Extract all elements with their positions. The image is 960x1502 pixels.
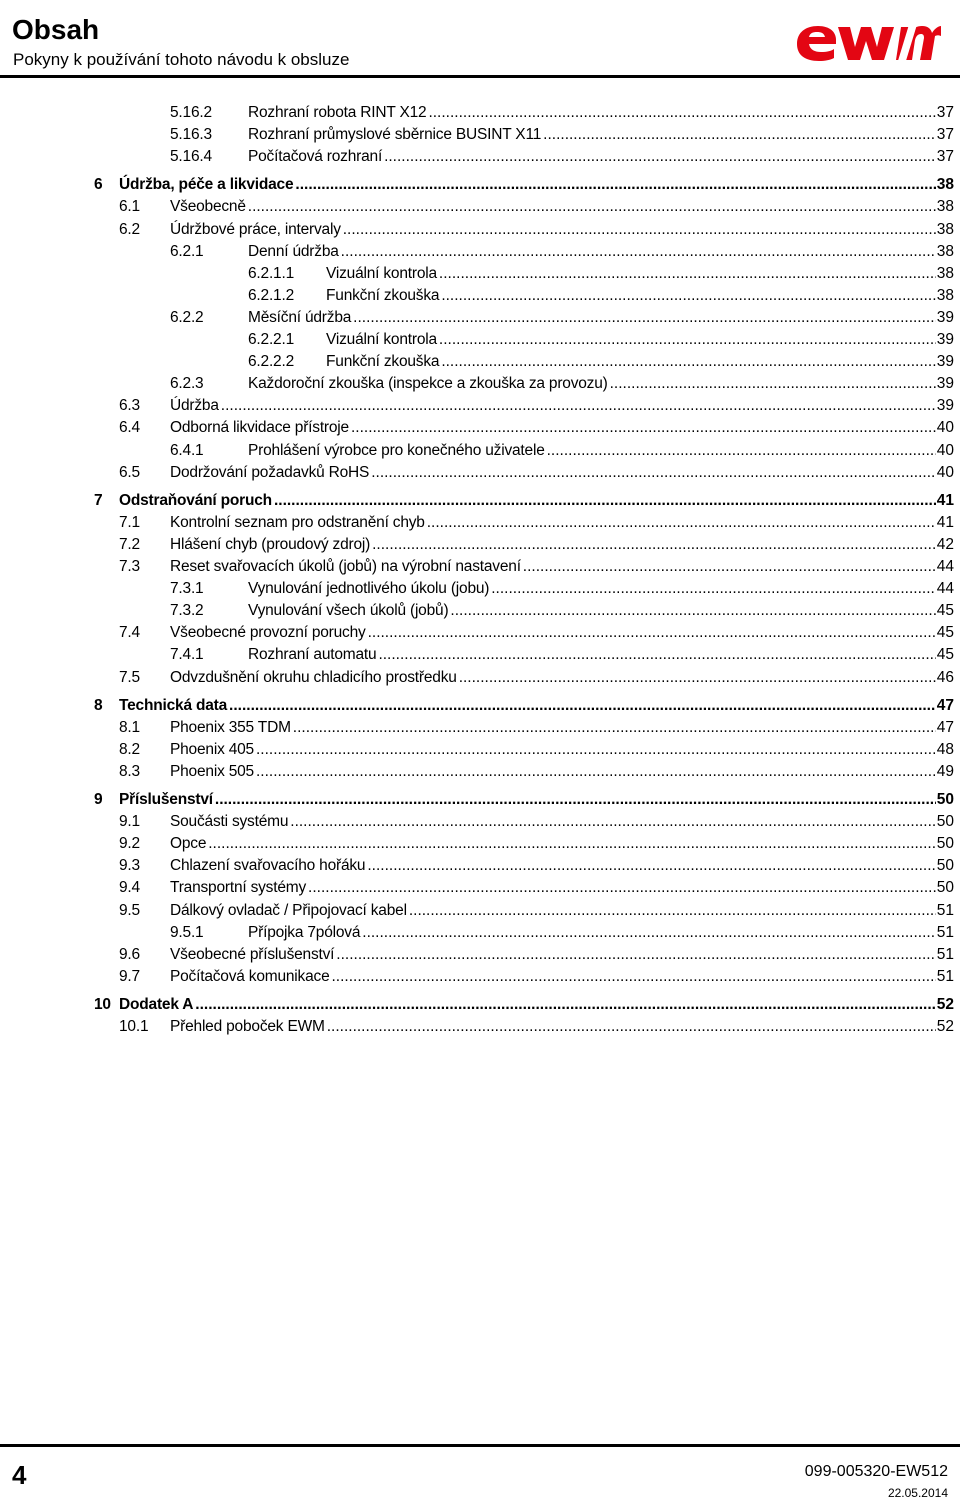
- toc-entry-number: 9.4: [119, 879, 140, 897]
- header-divider: [0, 75, 960, 78]
- toc-entry-title: Rozhraní robota RINT X12: [248, 104, 427, 121]
- toc-entry-title: Součásti systému: [170, 813, 289, 831]
- toc-leader-dots: [308, 878, 936, 898]
- toc-entry-number: 8.2: [119, 740, 140, 758]
- toc-leader-dots: [427, 513, 936, 533]
- toc-entry-page: 44: [936, 558, 954, 575]
- toc-entry[interactable]: [0, 878, 960, 898]
- toc-leader-dots: [441, 352, 935, 372]
- toc-entry-title: Údržbové práce, intervaly: [170, 220, 341, 238]
- toc-entry-number: 9.3: [119, 857, 140, 875]
- toc-entry-number: 7.2: [119, 535, 140, 553]
- toc-entry[interactable]: [0, 264, 960, 284]
- toc-entry-title: Měsíční údržba: [248, 308, 352, 326]
- toc-entry-page: 50: [936, 813, 954, 831]
- toc-entry[interactable]: [0, 330, 960, 350]
- toc-entry-number: 6.2.1: [170, 242, 204, 260]
- toc-entry[interactable]: [0, 220, 960, 240]
- toc-entry-page: 38: [936, 264, 954, 282]
- toc-leader-dots: [336, 945, 935, 965]
- toc-entry[interactable]: [0, 901, 960, 921]
- toc-entry-page: 50: [936, 857, 954, 875]
- toc-entry-number: 7.3.1: [170, 580, 204, 598]
- toc-entry-number: 6.4: [119, 419, 140, 437]
- toc-entry-number: 8.1: [119, 718, 140, 736]
- toc-leader-dots: [362, 923, 935, 943]
- toc-entry-title: Hlášení chyb (proudový zdroj): [170, 535, 371, 553]
- toc-entry-page: 38: [936, 242, 954, 260]
- toc-leader-dots: [450, 601, 935, 621]
- toc-entry[interactable]: [0, 740, 960, 760]
- toc-entry-title: Chlazení svařovacího hořáku: [170, 857, 366, 875]
- toc-entry-title: Transportní systémy: [170, 879, 307, 897]
- toc-entry-number: 6.2.3: [170, 375, 204, 393]
- toc-entry[interactable]: [0, 491, 960, 511]
- toc-entry[interactable]: [0, 762, 960, 782]
- toc-entry-number: 9.2: [119, 835, 140, 853]
- toc-entry-page: 52: [936, 995, 954, 1013]
- toc-entry-number: 8.3: [119, 762, 140, 780]
- toc-entry-number: 7.3: [119, 558, 140, 575]
- toc-entry-number: 6.3: [119, 397, 140, 415]
- toc-entry-page: 40: [936, 463, 954, 481]
- toc-entry-number: 6.1: [119, 198, 140, 216]
- toc-leader-dots: [378, 645, 935, 665]
- footer-divider: [0, 1444, 960, 1447]
- toc-entry-number: 9.7: [119, 967, 140, 985]
- toc-entry-title: Phoenix 505: [170, 762, 254, 780]
- toc-entry-title: Technická data: [119, 696, 228, 714]
- toc-entry[interactable]: [0, 856, 960, 876]
- toc-entry[interactable]: [0, 557, 960, 577]
- toc-entry-title: Phoenix 405: [170, 740, 254, 758]
- page-number: 4: [12, 1460, 27, 1490]
- toc-entry-title: Dálkový ovladač / Připojovací kabel: [170, 901, 407, 919]
- toc-entry-page: 39: [936, 308, 954, 326]
- toc-entry[interactable]: [0, 396, 960, 416]
- toc-leader-dots: [195, 995, 935, 1015]
- toc-entry-page: 48: [936, 740, 954, 758]
- toc-entry-page: 44: [936, 580, 954, 598]
- toc-leader-dots: [610, 374, 936, 394]
- toc-leader-dots: [221, 396, 936, 416]
- toc-entry-page: 37: [936, 104, 954, 121]
- toc-entry-number: 6.2.1.1: [248, 264, 295, 282]
- toc-leader-dots: [491, 579, 936, 599]
- toc-leader-dots: [341, 242, 936, 262]
- toc-entry-page: 39: [936, 331, 954, 348]
- toc-leader-dots: [441, 286, 935, 306]
- toc-entry[interactable]: [0, 374, 960, 394]
- toc-entry-number: 6.4.1: [170, 441, 204, 459]
- toc-leader-dots: [248, 197, 936, 217]
- toc-entry[interactable]: [0, 352, 960, 372]
- toc-entry[interactable]: [0, 696, 960, 716]
- toc-entry-page: 42: [936, 535, 954, 553]
- toc-entry[interactable]: [0, 418, 960, 438]
- toc-entry-title: Kontrolní seznam pro odstranění chyb: [170, 513, 425, 531]
- toc-entry-title: Všeobecně: [170, 198, 246, 216]
- toc-entry-number: 5.16.4: [170, 148, 212, 166]
- document-number: 099-005320-EW512: [804, 1463, 948, 1480]
- toc-leader-dots: [409, 901, 936, 921]
- toc-leader-dots: [208, 834, 936, 854]
- toc-entry[interactable]: [0, 645, 960, 665]
- toc-entry[interactable]: [0, 147, 960, 167]
- toc-entry-page: 41: [936, 491, 954, 509]
- toc-entry[interactable]: [0, 286, 960, 306]
- toc-entry-number: 9.5.1: [170, 923, 204, 941]
- toc-entry-number: 9.6: [119, 945, 140, 963]
- toc-leader-dots: [229, 696, 936, 716]
- toc-entry-title: Dodržování požadavků RoHS: [170, 463, 370, 481]
- toc-entry-page: 41: [936, 513, 954, 531]
- toc-entry-title: Příslušenství: [119, 791, 213, 808]
- toc-leader-dots: [372, 535, 936, 555]
- toc-entry[interactable]: [0, 923, 960, 943]
- toc-entry-number: 10.1: [119, 1018, 149, 1035]
- toc-leader-dots: [368, 623, 936, 643]
- toc-leader-dots: [332, 967, 936, 987]
- toc-entry-title: Údržba, péče a likvidace: [119, 176, 294, 194]
- toc-leader-dots: [371, 463, 936, 483]
- toc-leader-dots: [295, 175, 935, 195]
- toc-entry-title: Přehled poboček EWM: [170, 1018, 325, 1035]
- toc-entry-page: 47: [936, 718, 954, 736]
- toc-entry[interactable]: [0, 812, 960, 832]
- toc-entry-page: 45: [936, 624, 954, 642]
- toc-entry-number: 6.2.2: [170, 308, 204, 326]
- toc-entry-page: 47: [936, 696, 954, 714]
- toc-leader-dots: [343, 220, 936, 240]
- toc-leader-dots: [274, 491, 936, 511]
- toc-leader-dots: [523, 557, 936, 577]
- toc-entry-title: Dodatek A: [119, 995, 194, 1013]
- toc-leader-dots: [256, 740, 936, 760]
- toc-entry-title: Denní údržba: [248, 242, 339, 260]
- toc-entry[interactable]: [0, 441, 960, 461]
- toc-entry-page: 38: [936, 176, 954, 194]
- toc-entry[interactable]: [0, 197, 960, 217]
- toc-entry[interactable]: [0, 995, 960, 1015]
- toc-entry-title: Reset svařovacích úkolů (jobů) na výrobní nastavení: [170, 558, 521, 575]
- toc-entry-title: Vynulování jednotlivého úkolu (jobu): [248, 580, 490, 598]
- toc-entry-title: Odvzdušnění okruhu chladicího prostředku: [170, 668, 457, 686]
- toc-leader-dots: [256, 762, 936, 782]
- toc-entry-page: 46: [936, 668, 954, 686]
- toc-entry-title: Funkční zkouška: [326, 353, 440, 371]
- toc-entry[interactable]: [0, 535, 960, 555]
- toc-entry-number: 9: [94, 791, 103, 808]
- toc-entry-number: 9.5: [119, 901, 140, 919]
- toc-entry-page: 45: [936, 602, 954, 620]
- toc-entry-number: 7.3.2: [170, 602, 204, 620]
- toc-entry-page: 39: [936, 353, 954, 371]
- toc-entry-page: 51: [936, 967, 954, 985]
- toc-leader-dots: [293, 718, 936, 738]
- toc-entry-number: 7.4.1: [170, 646, 204, 664]
- toc-entry-number: 8: [94, 696, 103, 714]
- toc-leader-dots: [367, 856, 935, 876]
- toc-entry-page: 39: [936, 397, 954, 415]
- toc-entry-title: Prohlášení výrobce pro konečného uživatele: [248, 441, 545, 459]
- toc-leader-dots: [439, 330, 936, 350]
- toc-entry-page: 38: [936, 286, 954, 304]
- toc-entry[interactable]: [0, 790, 960, 810]
- toc-entry-number: 6.2.2.1: [248, 331, 295, 348]
- toc-entry-title: Vizuální kontrola: [326, 264, 437, 282]
- page-title: Obsah: [12, 14, 100, 45]
- toc-leader-dots: [351, 418, 936, 438]
- toc-entry-title: Počítačová komunikace: [170, 967, 330, 985]
- toc-entry-title: Opce: [170, 835, 207, 853]
- toc-entry-number: 10: [94, 995, 111, 1013]
- toc-entry-title: Přípojka 7pólová: [248, 923, 361, 941]
- toc-entry-title: Phoenix 355 TDM: [170, 718, 291, 736]
- toc-entry[interactable]: [0, 601, 960, 621]
- toc-entry-number: 5.16.3: [170, 126, 212, 144]
- toc-entry-page: 40: [936, 419, 954, 437]
- toc-leader-dots: [459, 668, 936, 688]
- toc-entry-title: Rozhraní průmyslové sběrnice BUSINT X11: [248, 126, 542, 144]
- toc-entry[interactable]: [0, 463, 960, 483]
- toc-entry-number: 7.1: [119, 513, 140, 531]
- ewm-logo: [793, 14, 941, 66]
- toc-entry-page: 45: [936, 646, 954, 664]
- toc-leader-dots: [439, 264, 936, 284]
- toc-entry-title: Odstraňování poruch: [119, 491, 272, 509]
- document-date: 22.05.2014: [887, 1486, 948, 1500]
- toc-entry-page: 49: [936, 762, 954, 780]
- toc-entry-page: 50: [936, 791, 954, 808]
- toc-entry[interactable]: [0, 242, 960, 262]
- toc-entry[interactable]: [0, 668, 960, 688]
- toc-entry-page: 37: [936, 148, 954, 166]
- toc-entry[interactable]: [0, 175, 960, 195]
- toc-entry[interactable]: [0, 103, 960, 123]
- toc-entry-page: 50: [936, 879, 954, 897]
- toc-entry-title: Údržba: [170, 397, 219, 415]
- toc-entry-number: 6: [94, 176, 103, 194]
- toc-leader-dots: [543, 125, 936, 145]
- toc-entry-page: 51: [936, 923, 954, 941]
- toc-entry[interactable]: [0, 308, 960, 328]
- toc-entry-title: Počítačová rozhraní: [248, 148, 383, 166]
- toc-entry-number: 7: [94, 491, 103, 509]
- toc-entry-number: 5.16.2: [170, 104, 212, 121]
- toc-entry-page: 51: [936, 901, 954, 919]
- toc-entry[interactable]: [0, 623, 960, 643]
- toc-entry-page: 50: [936, 835, 954, 853]
- toc-entry-page: 39: [936, 375, 954, 393]
- toc-entry-title: Rozhraní automatu: [248, 646, 377, 664]
- toc-entry-number: 6.2.2.2: [248, 353, 295, 371]
- page-subtitle: Pokyny k používání tohoto návodu k obsluze: [13, 50, 350, 69]
- toc-entry-title: Všeobecné provozní poruchy: [170, 624, 366, 642]
- toc-entry-number: 6.2.1.2: [248, 286, 295, 304]
- toc-entry[interactable]: [0, 1017, 960, 1037]
- toc-entry[interactable]: [0, 718, 960, 738]
- toc-entry-title: Všeobecné příslušenství: [170, 945, 335, 963]
- toc-entry[interactable]: [0, 579, 960, 599]
- toc-entry[interactable]: [0, 125, 960, 145]
- page-header: [0, 0, 960, 78]
- toc-entry-page: 51: [936, 945, 954, 963]
- toc-entry[interactable]: [0, 945, 960, 965]
- toc-entry-number: 7.5: [119, 668, 140, 686]
- toc-entry-number: 7.4: [119, 624, 140, 642]
- toc-entry-title: Vynulování všech úkolů (jobů): [248, 602, 449, 620]
- toc-entry-page: 37: [936, 126, 954, 144]
- toc-entry-number: 6.5: [119, 463, 140, 481]
- toc-entry-title: Každoroční zkouška (inspekce a zkouška za provozu): [248, 375, 608, 393]
- toc-entry-title: Vizuální kontrola: [326, 331, 437, 348]
- toc-leader-dots: [384, 147, 936, 167]
- toc-entry-number: 9.1: [119, 813, 140, 831]
- toc-entry-title: Funkční zkouška: [326, 286, 440, 304]
- toc-leader-dots: [428, 103, 935, 123]
- toc-entry-page: 38: [936, 220, 954, 238]
- toc-leader-dots: [215, 790, 936, 810]
- toc-entry[interactable]: [0, 513, 960, 533]
- toc-entry[interactable]: [0, 834, 960, 854]
- toc-entry[interactable]: [0, 967, 960, 987]
- toc-leader-dots: [353, 308, 936, 328]
- toc-leader-dots: [547, 441, 936, 461]
- toc-entry-page: 52: [936, 1018, 954, 1035]
- toc-leader-dots: [327, 1017, 936, 1037]
- toc-entry-title: Odborná likvidace přístroje: [170, 419, 349, 437]
- toc-entry-number: 6.2: [119, 220, 140, 238]
- toc-leader-dots: [290, 812, 935, 832]
- toc-entry-page: 40: [936, 441, 954, 459]
- toc-entry-page: 38: [936, 198, 954, 216]
